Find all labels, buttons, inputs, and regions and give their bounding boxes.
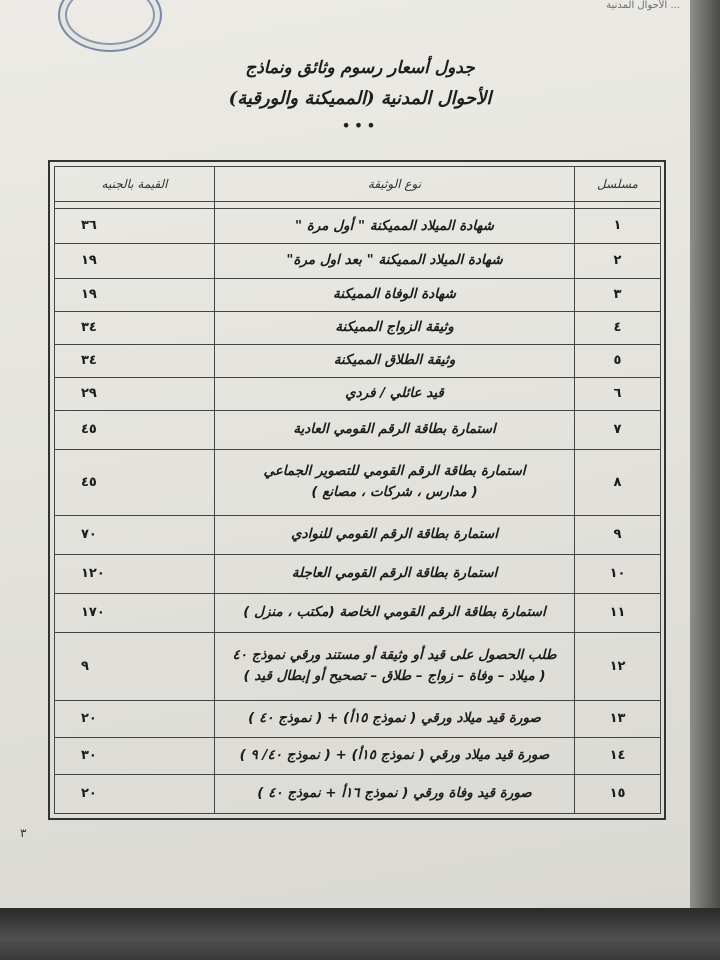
fees-table-frame: [48, 160, 666, 820]
row-document-line-2: ( مدارس ، شركات ، مصانع ): [311, 484, 478, 501]
table-row: [55, 410, 661, 449]
header-snippet: ... الأحوال المدنية: [606, 0, 680, 11]
row-document: [215, 593, 575, 632]
row-serial: ١١: [575, 593, 661, 632]
row-document: [215, 449, 575, 515]
title-dots: •••: [341, 116, 379, 135]
row-value: ٤٥: [55, 449, 215, 515]
fees-table: [54, 166, 661, 814]
header-separator: [55, 202, 661, 209]
row-document: [215, 344, 575, 377]
row-serial: ٤: [575, 311, 661, 344]
row-serial: ٩: [575, 515, 661, 554]
row-serial: ٣: [575, 278, 661, 311]
row-value: ٣٦: [55, 209, 215, 244]
table-row: [55, 700, 661, 737]
table-row: [55, 554, 661, 593]
row-document: [215, 377, 575, 410]
row-value: ٢٩: [55, 377, 215, 410]
row-document: [215, 243, 575, 278]
row-value: ٤٥: [55, 410, 215, 449]
table-row: [55, 449, 661, 515]
row-document: [215, 554, 575, 593]
title-line-1: جدول أسعار رسوم وثائق ونماذج: [245, 58, 475, 78]
row-document: [215, 774, 575, 813]
row-document-line-1: طلب الحصول على قيد أو وثيقة أو مستند ورقي نموذج ٤٠: [232, 647, 557, 664]
header-doc-type: نوع الوثيقة: [215, 167, 575, 202]
row-value: ٧٠: [55, 515, 215, 554]
table-row: [55, 311, 661, 344]
row-value: ٣٤: [55, 311, 215, 344]
table-row: [55, 515, 661, 554]
row-value: ٩: [55, 632, 215, 700]
row-serial: ١٥: [575, 774, 661, 813]
row-document-line-1: شهادة الميلاد المميكنة " أول مرة ": [295, 217, 494, 234]
row-document: [215, 700, 575, 737]
table-row: [55, 774, 661, 813]
header-serial: مسلسل: [575, 167, 661, 202]
row-document-line-1: استمارة بطاقة الرقم القومي الخاصة (مكتب ، منزل ): [243, 604, 546, 621]
row-value: ١٢٠: [55, 554, 215, 593]
row-document: [215, 278, 575, 311]
row-document-line-1: استمارة بطاقة الرقم القومي للنوادي: [291, 526, 498, 543]
table-row: [55, 344, 661, 377]
row-document: [215, 209, 575, 244]
header-value: القيمة بالجنيه: [55, 167, 215, 202]
row-serial: ٢: [575, 243, 661, 278]
row-serial: ١٠: [575, 554, 661, 593]
row-serial: ٧: [575, 410, 661, 449]
row-serial: ٨: [575, 449, 661, 515]
row-serial: ٥: [575, 344, 661, 377]
row-document: [215, 737, 575, 774]
table-row: [55, 278, 661, 311]
row-document: [215, 515, 575, 554]
row-serial: ٦: [575, 377, 661, 410]
row-document: [215, 311, 575, 344]
row-serial: ١٣: [575, 700, 661, 737]
row-document: [215, 632, 575, 700]
row-document-line-2: ( ميلاد – وفاة – زواج – طلاق – تصحيح أو إبطال قيد ): [243, 668, 546, 685]
row-document: [215, 410, 575, 449]
ministry-seal-icon: [58, 0, 162, 52]
row-serial: ١: [575, 209, 661, 244]
row-document-line-1: صورة قيد ميلاد ورقي ( نموذج ١٥أ) + ( نموذج ٤٠ ): [248, 710, 541, 727]
page-number: ٣: [20, 826, 27, 840]
row-value: ٣٠: [55, 737, 215, 774]
row-value: ١٩: [55, 243, 215, 278]
row-document-line-1: وثيقة الطلاق المميكنة: [333, 352, 456, 369]
title-line-2: الأحوال المدنية (المميكنة والورقية): [228, 88, 492, 109]
row-value: ٣٤: [55, 344, 215, 377]
page-shadow: [690, 0, 720, 920]
row-document-line-1: وثيقة الزواج المميكنة: [335, 319, 454, 336]
desk-surface: [0, 908, 720, 960]
table-row: [55, 737, 661, 774]
row-document-line-1: استمارة بطاقة الرقم القومي العادية: [293, 421, 496, 438]
row-document-line-1: شهادة الوفاة المميكنة: [333, 286, 456, 303]
row-document-line-1: صورة قيد وفاة ورقي ( نموذج ١٦أ + نموذج ٤٠ ): [257, 785, 532, 802]
row-document-line-1: صورة قيد ميلاد ورقي ( نموذج ١٥أ) + ( نموذج ٤٠/ ٩ ): [239, 747, 550, 764]
row-value: ٢٠: [55, 774, 215, 813]
row-serial: ١٤: [575, 737, 661, 774]
row-serial: ١٢: [575, 632, 661, 700]
table-row: [55, 209, 661, 244]
row-value: ١٩: [55, 278, 215, 311]
row-document-line-1: شهادة الميلاد المميكنة " بعد اول مرة": [286, 252, 503, 269]
row-document-line-1: قيد عائلي / فردي: [345, 385, 444, 402]
table-row: [55, 593, 661, 632]
row-document-line-1: استمارة بطاقة الرقم القومي للتصوير الجماعي: [263, 463, 526, 480]
table-row: [55, 632, 661, 700]
table-header-row: [55, 167, 661, 202]
row-value: ١٧٠: [55, 593, 215, 632]
table-row: [55, 243, 661, 278]
row-document-line-1: استمارة بطاقة الرقم القومي العاجلة: [291, 565, 498, 582]
table-row: [55, 377, 661, 410]
row-value: ٢٠: [55, 700, 215, 737]
